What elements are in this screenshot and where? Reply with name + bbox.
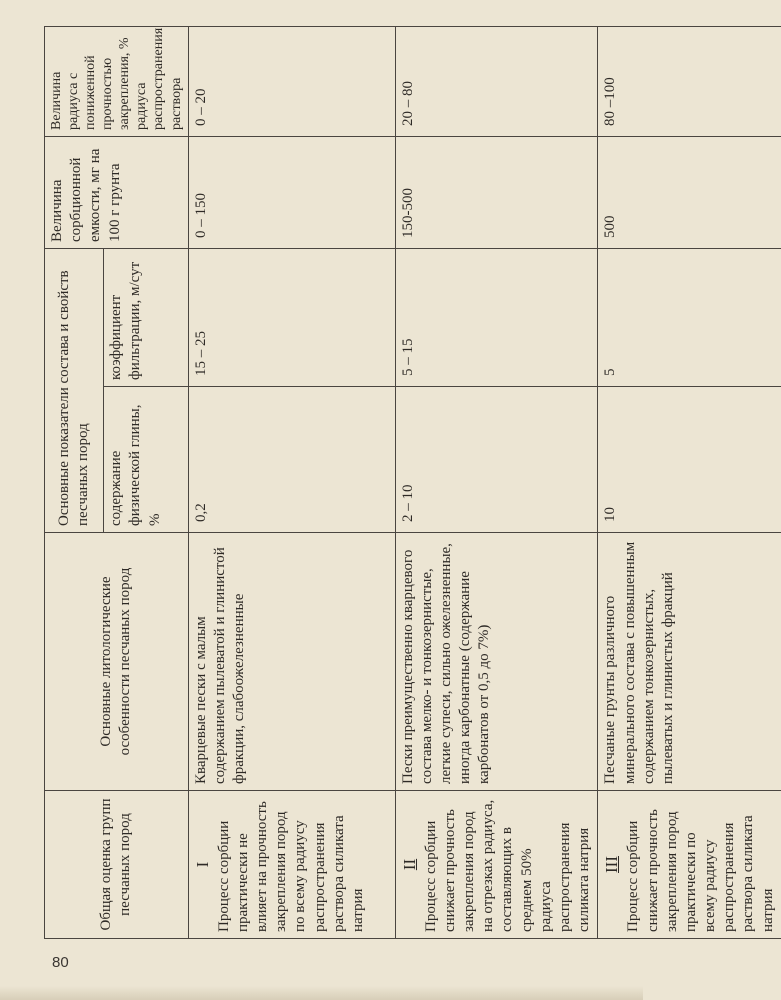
sorption-table [44, 26, 781, 939]
assessment-text: Процесс сорбции снижает прочность закрепления пород на отрезках радиуса, составляющих в среднем 50% радиуса распространения силиката натрия [422, 799, 593, 932]
assessment-cell [188, 791, 395, 939]
radius-cell: 80 –100 [598, 26, 781, 136]
header-general-assessment: Общая оценка групп песчаных пород [45, 791, 189, 939]
assessment-text: Процесс сорбции снижает прочность закрепления пород практически по всему радиусу распространения раствора силиката натрия [625, 809, 776, 932]
table-row [188, 26, 395, 938]
clay-cell: 0,2 [188, 387, 395, 533]
header-lithological-features: Основные литологические особенности песчаных пород [45, 533, 189, 791]
header-main-indicators: Основные показатели состава и свойств песчаных пород [45, 248, 104, 532]
assessment-text: Процесс сорбции практически не влияет на прочность закрепления пород по всему радиусу распространения раствора силиката натрия [215, 801, 366, 932]
header-sorption-capacity: Величина сорбционной емкости, мг на 100 г грунта [45, 136, 189, 248]
group-numeral: III [602, 856, 622, 873]
radius-cell: 0 – 20 [188, 26, 395, 136]
page-edge [0, 986, 643, 1000]
filtration-cell: 5 [598, 248, 781, 386]
page-number: 80 [52, 954, 69, 971]
sorption-cell: 0 – 150 [188, 136, 395, 248]
radius-cell: 20 – 80 [395, 26, 598, 136]
features-cell: Кварцевые пески с малым содержанием пылеватой и глинистой фракции, слабоожелезненные [188, 533, 395, 791]
group-numeral: II [399, 858, 419, 871]
filtration-cell: 5 – 15 [395, 248, 598, 386]
sorption-cell: 500 [598, 136, 781, 248]
table-row [598, 26, 781, 938]
header-filtration-coefficient: коэффициент фильтрации, м/сут [104, 248, 188, 386]
group-numeral: I [192, 861, 212, 868]
sorption-cell: 150-500 [395, 136, 598, 248]
header-reduced-strength-radius: Величина радиуса с пониженной прочностью закрепления, % радиуса распространения раствора [45, 26, 189, 136]
clay-cell: 10 [598, 387, 781, 533]
header-physical-clay: содержание физической глины, % [104, 387, 188, 533]
assessment-cell [395, 791, 598, 939]
features-cell: Песчаные грунты различного минерального состава с повышенным содержанием тонкозернистых, пылеватых и глинистых фракций [598, 533, 781, 791]
table-row [395, 26, 598, 938]
filtration-cell: 15 – 25 [188, 248, 395, 386]
clay-cell: 2 – 10 [395, 387, 598, 533]
assessment-cell [598, 791, 781, 939]
rotated-table-wrapper [44, 27, 776, 939]
features-cell: Пески преимущественно кварцевого состава мелко- и тонкозернистые, легкие супеси, сильно ожелезненные, иногда карбонатные (содержание карбонатов от 0,5 до 7%) [395, 533, 598, 791]
